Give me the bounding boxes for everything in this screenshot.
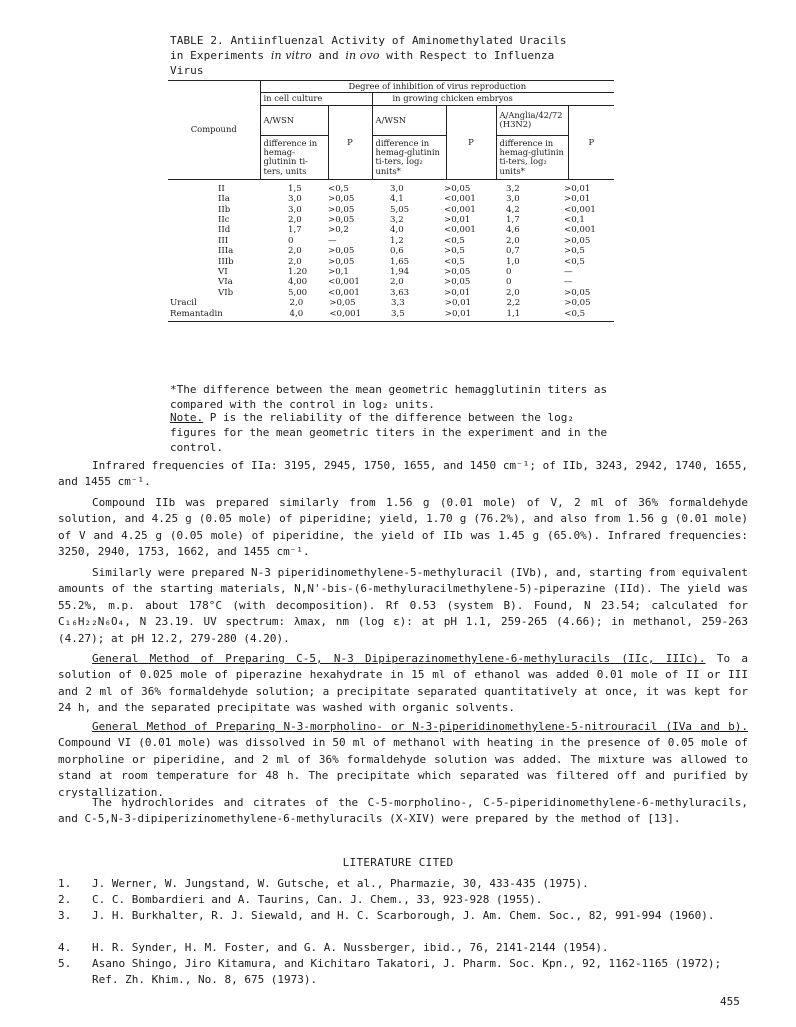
paragraph-ir-frequencies: Infrared frequencies of IIa: 3195, 2945, 1750, 1655, and 1450 cm⁻¹; of IIb, 3243, 2942, 1740, 1655, and 1455 cm⁻¹. — [58, 459, 748, 489]
cell-culture-diff: 3,0 — [288, 194, 302, 205]
table-row — [168, 298, 614, 308]
cell-anglia-diff: 0 — [506, 266, 512, 277]
cell-compound: Remantadin — [170, 308, 223, 319]
cell-culture-diff: 5,00 — [288, 287, 308, 298]
reference-number: 3. — [58, 909, 72, 922]
method-c5-heading: General Method of Preparing C-5, N-3 Dipiperazinomethylene-6-methyluracils (IIc, IIIc). — [92, 652, 706, 665]
cell-anglia-p: >0,01 — [564, 194, 591, 205]
cell-culture-p: >0,05 — [328, 194, 355, 205]
cell-culture-diff: 3,0 — [288, 204, 302, 215]
paragraph-hydrochlorides: The hydrochlorides and citrates of the C-5-morpholino-, C-5-piperidinomethylene-6-methyluracils, and C-5,N-3-dipiperizinomethylene-6-methyluracils (X-XIV) were prepared by the method of [13]. — [58, 796, 748, 826]
note-label: Note. — [170, 411, 204, 424]
cell-compound: IId — [218, 225, 231, 236]
table-row — [168, 205, 614, 215]
page-number: 455 — [720, 995, 740, 1008]
table-body — [168, 184, 614, 319]
header-degree: Degree of inhibition of virus reproduction — [260, 81, 614, 93]
table-row — [168, 184, 614, 194]
cell-anglia-p: >0,05 — [564, 298, 591, 309]
header-p-1: P — [328, 105, 372, 179]
cell-culture-p: >0,05 — [328, 256, 355, 267]
header-diff-1: difference in hemag-glutinin ti-ters, units — [260, 135, 328, 179]
cell-awsn-diff: 0,6 — [390, 246, 404, 257]
method-n3-heading: General Method of Preparing N-3-morpholino- or N-3-piperidinomethylene-5-nitrouracil (IVa and b). — [92, 720, 748, 733]
table-caption-line3: Virus — [170, 64, 204, 77]
cell-culture-p: >0,1 — [328, 266, 349, 277]
caption-italic: in vitro — [270, 49, 312, 62]
header-diff-3: difference in hemag-glutinin ti-ters, log₂ units* — [496, 135, 568, 179]
table-row — [168, 267, 614, 277]
paragraph-method-n3 — [58, 719, 748, 801]
cell-anglia-p: >0,01 — [564, 183, 591, 194]
cell-compound: VI — [218, 266, 228, 277]
cell-anglia-diff: 1,7 — [506, 214, 520, 225]
cell-anglia-p: <0,001 — [564, 225, 596, 236]
cell-compound: Uracil — [170, 298, 197, 309]
cell-compound: IIb — [218, 204, 231, 215]
header-anglia: A/Anglia/42/72 (H3N2) — [496, 105, 568, 135]
cell-culture-p: >0,05 — [328, 214, 355, 225]
caption-text: and — [311, 49, 346, 62]
data-table — [168, 80, 614, 322]
cell-anglia-p: <0,5 — [564, 308, 586, 319]
reference-number: 1. — [58, 877, 72, 890]
table-row — [168, 277, 614, 287]
cell-anglia-diff: 0,7 — [506, 246, 520, 257]
table-caption-line2 — [170, 48, 620, 63]
cell-culture-diff: 2,0 — [288, 246, 302, 257]
cell-culture-p: >0,2 — [328, 225, 349, 236]
cell-anglia-diff: 4,6 — [506, 225, 520, 236]
cell-culture-p: — — [328, 235, 337, 246]
method-n3-text: Compound VI (0.01 mole) was dissolved in 50 ml of methanol with heating in the presence of 0.05 mole of morpholine or piperidine, and 2 ml of 36% formaldehyde solution was added. The mixture was allowed to stand at room temperature for 48 h. The precipitate which separated was filtered off and purified by crystallization. — [58, 736, 748, 799]
reference-text: J. Werner, W. Jungstand, W. Gutsche, et al., Pharmazie, 30, 433-435 (1975). — [92, 877, 589, 890]
table-row — [168, 309, 614, 319]
cell-awsn-p: >0,01 — [444, 214, 471, 225]
cell-awsn-diff: 3,0 — [390, 183, 404, 194]
table-row — [168, 194, 614, 204]
reference-text: Asano Shingo, Jiro Kitamura, and Kichitaro Takatori, J. Pharm. Soc. Kpn., 92, 1162-1165 (1972); Ref. Zh. Khim., No. 8, 675 (1973). — [92, 957, 722, 986]
cell-compound: IIc — [218, 214, 230, 225]
header-p-2: P — [446, 105, 496, 179]
reference-text: C. C. Bombardieri and A. Taurins, Can. J. Chem., 33, 923-928 (1955). — [92, 893, 543, 906]
cell-anglia-diff: 1,1 — [506, 308, 521, 319]
table-header — [168, 80, 614, 180]
paragraph-compound-iib: Compound IIb was prepared similarly from 1.56 g (0.01 mole) of V, 2 ml of 36% formaldehyde solution, and 4.25 g (0.05 mole) of piperidine; yield, 1.70 g (76.2%), and also from 1.56 g (0.01 mole) of V and 4.25 g (0.05 mole) of piperidine, the yield of IIb was 1.45 g (65.0%). Infrared frequencies: 3250, 2940, 1753, 1662, and 1455 cm⁻¹. — [58, 496, 748, 559]
cell-culture-p: >0,05 — [328, 204, 355, 215]
note-text: P is the reliability of the difference between the log₂ figures for the mean geometric titers in the experiment and in the control. — [170, 411, 608, 454]
cell-anglia-diff: 0 — [506, 277, 512, 288]
cell-anglia-p: — — [564, 277, 573, 288]
cell-culture-diff: 2,0 — [288, 256, 302, 267]
table-row — [168, 288, 614, 298]
cell-awsn-diff: 3,3 — [391, 298, 405, 309]
cell-culture-diff: 4,0 — [289, 308, 304, 319]
cell-awsn-p: <0,5 — [444, 256, 465, 267]
table-row — [168, 246, 614, 256]
cell-awsn-diff: 3,63 — [390, 287, 410, 298]
cell-compound: IIIb — [218, 256, 234, 267]
cell-compound: III — [218, 235, 229, 246]
cell-awsn-diff: 1,94 — [390, 266, 410, 277]
header-diff-2: difference in hemag-glutinin ti-ters, log₂ units* — [372, 135, 446, 179]
cell-anglia-diff: 2,0 — [506, 287, 520, 298]
cell-awsn-p: <0,001 — [444, 225, 476, 236]
reference-number: 5. — [58, 957, 72, 970]
cell-anglia-p: — — [564, 266, 573, 277]
reference-text: H. R. Synder, H. M. Foster, and G. A. Nussberger, ibid., 76, 2141-2144 (1954). — [92, 941, 609, 954]
header-awsn-culture: A/WSN — [260, 105, 328, 135]
table-row — [168, 215, 614, 225]
cell-anglia-diff: 3,0 — [506, 194, 520, 205]
cell-awsn-p: <0,001 — [444, 194, 476, 205]
reference-number: 4. — [58, 941, 72, 954]
cell-culture-p: >0,05 — [328, 246, 355, 257]
cell-awsn-p: >0,01 — [444, 287, 471, 298]
table-row — [168, 236, 614, 246]
table-row — [168, 257, 614, 267]
header-embryos: in growing chicken embryos — [372, 93, 614, 105]
cell-anglia-p: <0,001 — [564, 204, 596, 215]
cell-anglia-p: <0,5 — [564, 256, 585, 267]
cell-anglia-diff: 3,2 — [506, 183, 520, 194]
cell-anglia-diff: 2,0 — [506, 235, 520, 246]
cell-awsn-diff: 3,5 — [391, 308, 405, 319]
cell-compound: II — [218, 183, 225, 194]
paragraph-method-c5 — [58, 651, 748, 717]
paragraph-similarly-prepared: Similarly were prepared N-3 piperidinomethylene-5-methyluracil (IVb), and, starting from equivalent amounts of the starting materials, N,N'-bis-(6-methyluracilmethylene-5)-piperazine (IId). The yield was 55.2%, m.p. about 178°C (with decomposition). Rf 0.53 (system B). Found, N 23.54; calculated for C₁₆H₂₂N₆O₄, N 23.19. UV spectrum: λmax, nm (log ε): at pH 1.1, 259-265 (4.66); in methanol, 259-263 (4.27); at pH 12.2, 279-280 (4.20). — [58, 566, 748, 645]
cell-culture-diff: 1,7 — [288, 225, 302, 236]
cell-compound: IIIa — [218, 246, 234, 257]
caption-italic: in ovo — [345, 49, 380, 62]
cell-anglia-diff: 4,2 — [506, 204, 520, 215]
table-bottom-rule — [168, 321, 614, 322]
cell-awsn-diff: 2,0 — [390, 277, 404, 288]
table-footnote: *The difference between the mean geometric hemagglutinin titers as compared with the control in log₂ units. — [170, 383, 608, 411]
cell-culture-p: <0,001 — [329, 308, 362, 319]
cell-culture-p: >0,05 — [329, 298, 356, 309]
cell-awsn-p: >0,05 — [444, 266, 471, 277]
table-caption-line1: TABLE 2. Antiinfluenzal Activity of Aminomethylated Uracils — [170, 34, 567, 47]
cell-anglia-p: >0,05 — [564, 287, 591, 298]
table-row — [168, 225, 614, 235]
cell-anglia-p: >0,5 — [564, 246, 585, 257]
cell-awsn-diff: 5,05 — [390, 204, 410, 215]
header-cell-culture: in cell culture — [260, 93, 372, 105]
cell-awsn-diff: 1,2 — [390, 235, 404, 246]
cell-compound: IIa — [218, 194, 230, 205]
cell-culture-diff: 1.20 — [288, 266, 308, 277]
cell-culture-p: <0,5 — [328, 183, 349, 194]
table-caption — [170, 33, 620, 78]
cell-awsn-p: >0,01 — [444, 298, 472, 309]
cell-culture-diff: 2,0 — [288, 214, 302, 225]
cell-awsn-p: >0,01 — [444, 308, 472, 319]
cell-anglia-p: >0,05 — [564, 235, 591, 246]
cell-culture-p: <0,001 — [328, 287, 360, 298]
reference-text: J. H. Burkhalter, R. J. Siewald, and H. C. Scarborough, J. Am. Chem. Soc., 82, 991-994 (1960). — [92, 909, 715, 922]
method-c5-text: To a solution of 0.025 mole of piperazine hexahydrate in 15 ml of ethanol was added 0.01 mole of II or III and 2 ml of 36% formaldehyde solution; a precipitate separated quantitatively at once, it was kept for 24 h, and the separated precipitate was washed with organic solvents. — [58, 652, 748, 715]
cell-culture-diff: 1,5 — [288, 183, 302, 194]
cell-culture-diff: 4,00 — [288, 277, 308, 288]
cell-awsn-p: >0,05 — [444, 183, 471, 194]
caption-text: in Experiments — [170, 49, 271, 62]
cell-awsn-diff: 3,2 — [390, 214, 404, 225]
cell-anglia-diff: 2,2 — [506, 298, 521, 309]
literature-heading: LITERATURE CITED — [342, 856, 454, 869]
cell-awsn-p: >0,05 — [444, 277, 471, 288]
cell-anglia-p: <0,1 — [564, 214, 585, 225]
cell-culture-diff: 0 — [288, 235, 294, 246]
cell-compound: VIb — [218, 287, 234, 298]
table-note — [170, 410, 620, 455]
cell-awsn-p: >0,5 — [444, 246, 465, 257]
cell-awsn-diff: 1,65 — [390, 256, 410, 267]
cell-culture-diff: 2,0 — [289, 298, 304, 309]
cell-anglia-diff: 1,0 — [506, 256, 520, 267]
header-compound: Compound — [168, 81, 260, 180]
cell-awsn-p: <0,001 — [444, 204, 476, 215]
cell-awsn-diff: 4,0 — [390, 225, 404, 236]
reference-number: 2. — [58, 893, 72, 906]
cell-awsn-diff: 4,1 — [390, 194, 404, 205]
caption-text: with Respect to Influenza — [379, 49, 555, 62]
cell-culture-p: <0,001 — [328, 277, 360, 288]
cell-compound: VIa — [218, 277, 233, 288]
header-p-3: P — [568, 105, 614, 179]
cell-awsn-p: <0,5 — [444, 235, 465, 246]
header-awsn-embryo: A/WSN — [372, 105, 446, 135]
